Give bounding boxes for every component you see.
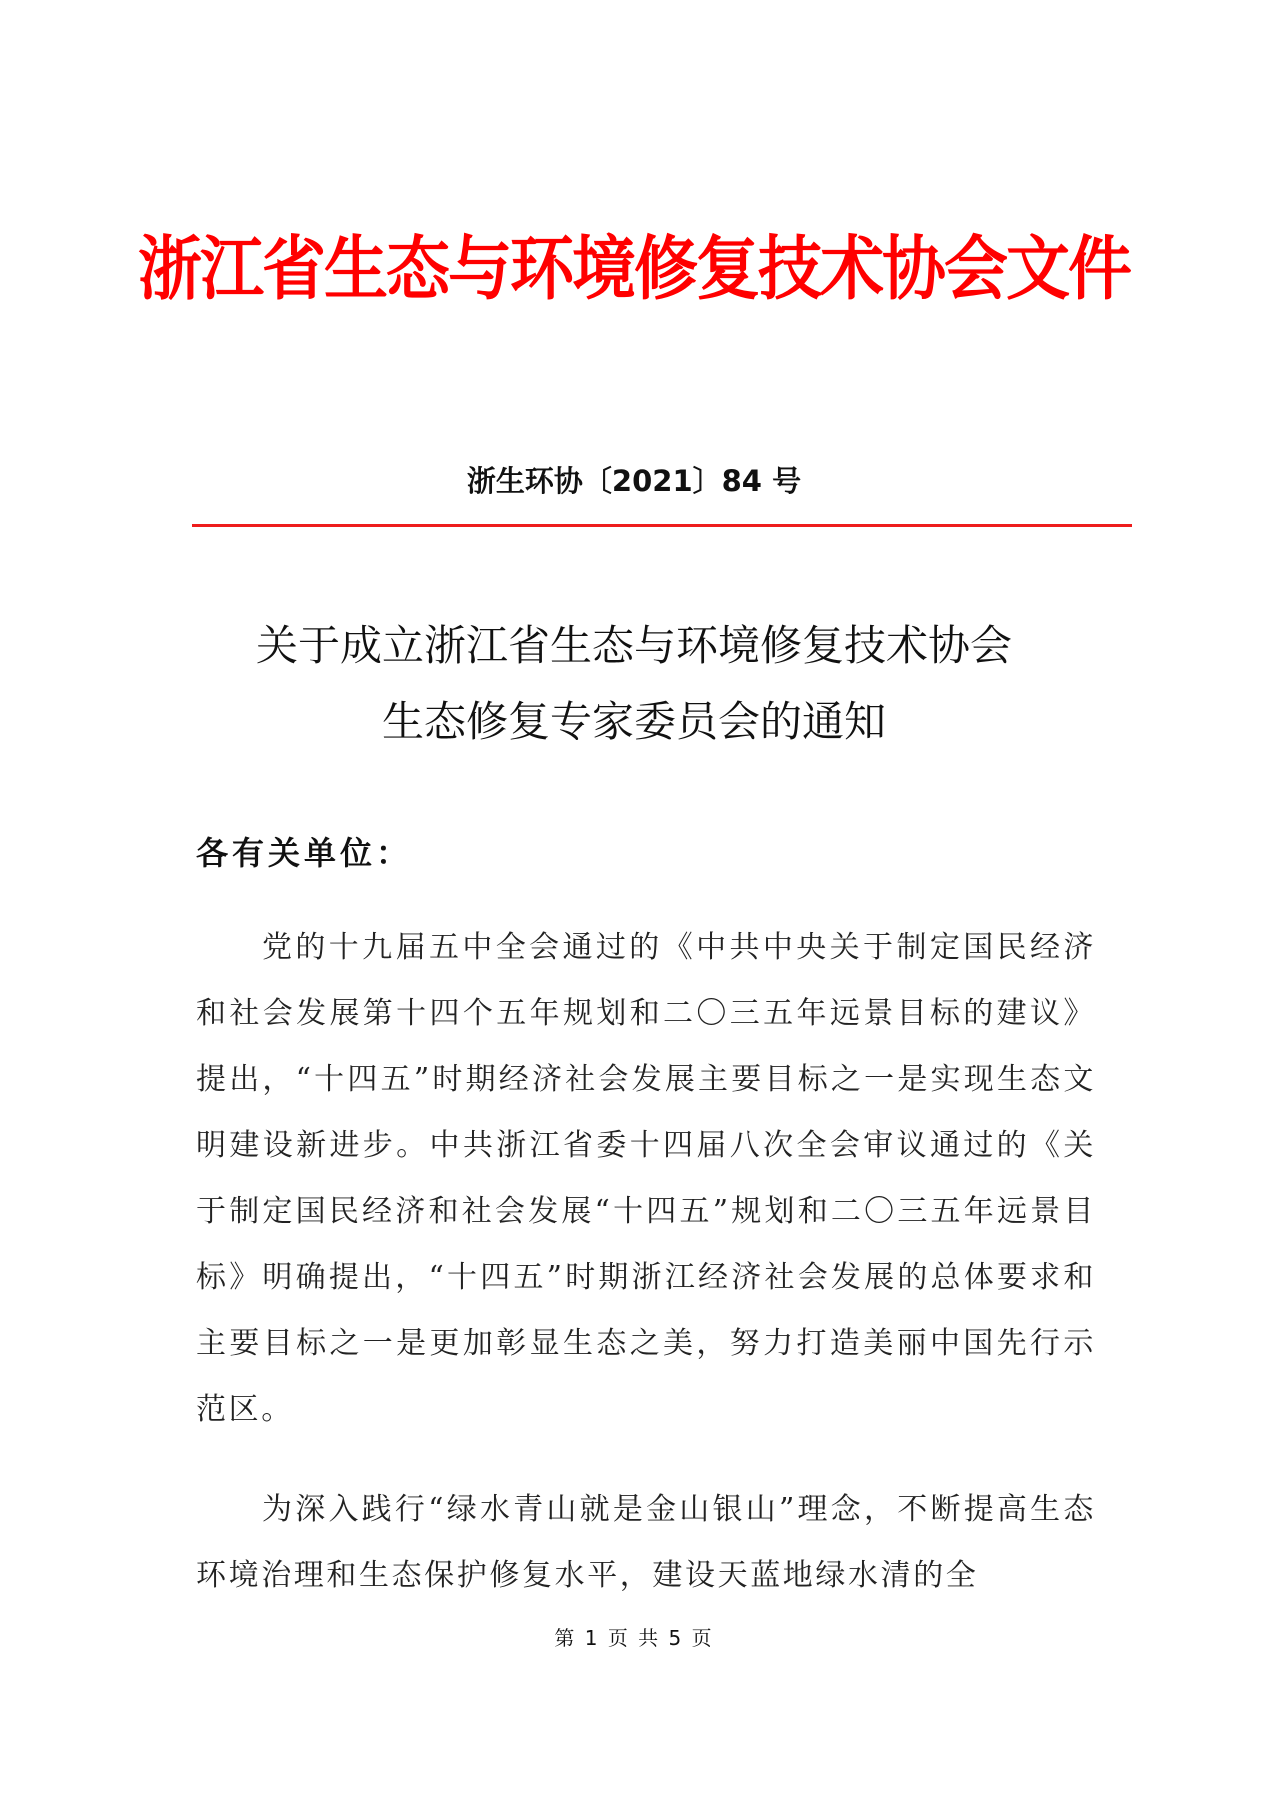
- body-paragraph-2: 为深入践行“绿水青山就是金山银山”理念，不断提高生态环境治理和生态保护修复水平，建设天蓝地绿水清的全: [196, 1492, 1096, 1593]
- organization-header: 浙江省生态与环境修复技术协会文件: [138, 230, 1130, 310]
- document-title: [0, 608, 1268, 760]
- body-paragraph-1: 党的十九届五中全会通过的《中共中央关于制定国民经济和社会发展第十四个五年规划和二〇三五年远景目标的建议》提出，“十四五”时期经济社会发展主要目标之一是实现生态文明建设新进步。中共浙江省委十四届八次全会审议通过的《关于制定国民经济和社会发展“十四五”规划和二〇三五年远景目标》明确提出，“十四五”时期浙江经济社会发展的总体要求和主要目标之一是更加彰显生态之美，努力打造美丽中国先行示范区。: [196, 930, 1096, 1427]
- document-number: 浙生环协〔2021〕84 号: [466, 464, 802, 498]
- document-title-line-1: 关于成立浙江省生态与环境修复技术协会: [255, 621, 1012, 670]
- page-number-footer: 第 1 页 共 5 页: [554, 1626, 714, 1650]
- document-title-line-2: 生态修复专家委员会的通知: [381, 697, 886, 746]
- red-divider-rule: [192, 524, 1132, 527]
- salutation: 各有关单位：: [196, 834, 413, 872]
